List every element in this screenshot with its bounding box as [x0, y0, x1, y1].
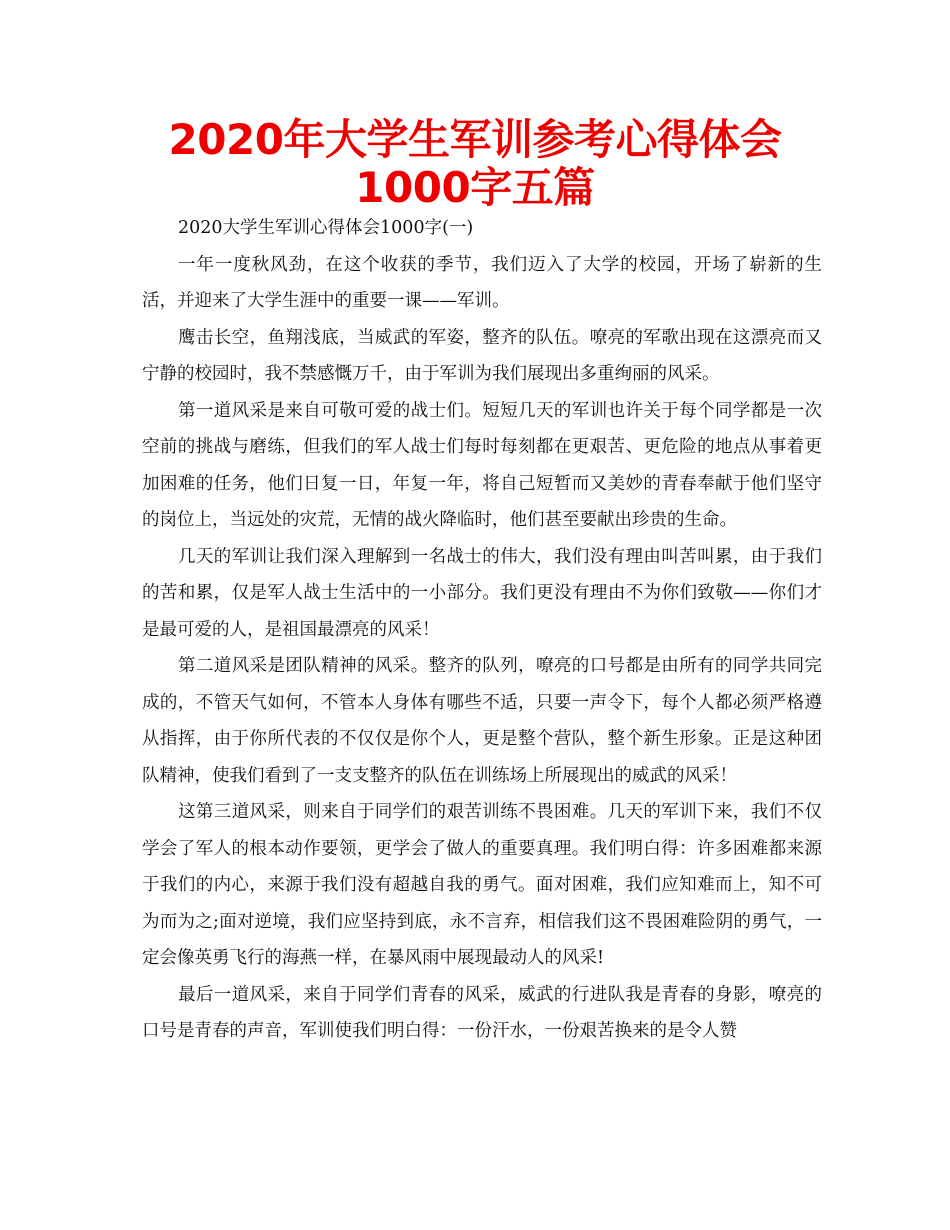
- paragraph: 几天的军训让我们深入理解到一名战士的伟大，我们没有理由叫苦叫累，由于我们的苦和累，仅是军人战士生活中的一小部分。我们更没有理由不为你们致敬——你们才是最可爱的人，是祖国最漂亮的风采！: [142, 546, 822, 640]
- section-heading: 2020大学生军训心得体会1000字(一): [178, 218, 474, 238]
- paragraph: 最后一道风采，来自于同学们青春的风采，威武的行进队我是青春的身影，嘹亮的口号是青春的声音，军训使我们明白得：一份汗水，一份艰苦换来的是令人赞: [142, 984, 822, 1041]
- paragraph: 第二道风采是团队精神的风采。整齐的队列，嘹亮的口号都是由所有的同学共同完成的，不管天气如何，不管本人身体有哪些不适，只要一声令下，每个人都必须严格遵从指挥，由于你所代表的不仅仅是你个人，更是整个营队，整个新生形象。正是这种团队精神，使我们看到了一支支整齐的队伍在训练场上所展现出的威武的风采！: [142, 656, 822, 786]
- paragraph: 第一道风采是来自可敬可爱的战士们。短短几天的军训也许关于每个同学都是一次空前的挑战与磨练，但我们的军人战士们每时每刻都在更艰苦、更危险的地点从事着更加困难的任务，他们日复一日，年复一年，将自己短暂而又美妙的青春奉献于他们坚守的岗位上，当远处的灾荒，无情的战火降临时，他们甚至要献出珍贵的生命。: [142, 400, 822, 530]
- paragraph: 这第三道风采，则来自于同学们的艰苦训练不畏困难。几天的军训下来，我们不仅学会了军人的根本动作要领，更学会了做人的重要真理。我们明白得：许多困难都来源于我们的内心，来源于我们没有超越自我的勇气。面对困难，我们应知难而上，知不可为而为之;面对逆境，我们应坚持到底，永不言弃，相信我们这不畏困难险阴的勇气，一定会像英勇飞行的海燕一样，在暴风雨中展现最动人的风采!: [142, 802, 822, 968]
- document-body: [142, 210, 822, 1050]
- paragraph: 鹰击长空，鱼翔浅底，当威武的军姿，整齐的队伍。嘹亮的军歌出现在这漂亮而又宁静的校园时，我不禁感慨万千，由于军训为我们展现出多重绚丽的风采。: [142, 327, 822, 384]
- paragraph: 一年一度秋风劲，在这个收获的季节，我们迈入了大学的校园，开场了崭新的生活，并迎来了大学生涯中的重要一课——军训。: [142, 254, 822, 311]
- document-title: 2020年大学生军训参考心得体会1000字五篇: [168, 115, 782, 212]
